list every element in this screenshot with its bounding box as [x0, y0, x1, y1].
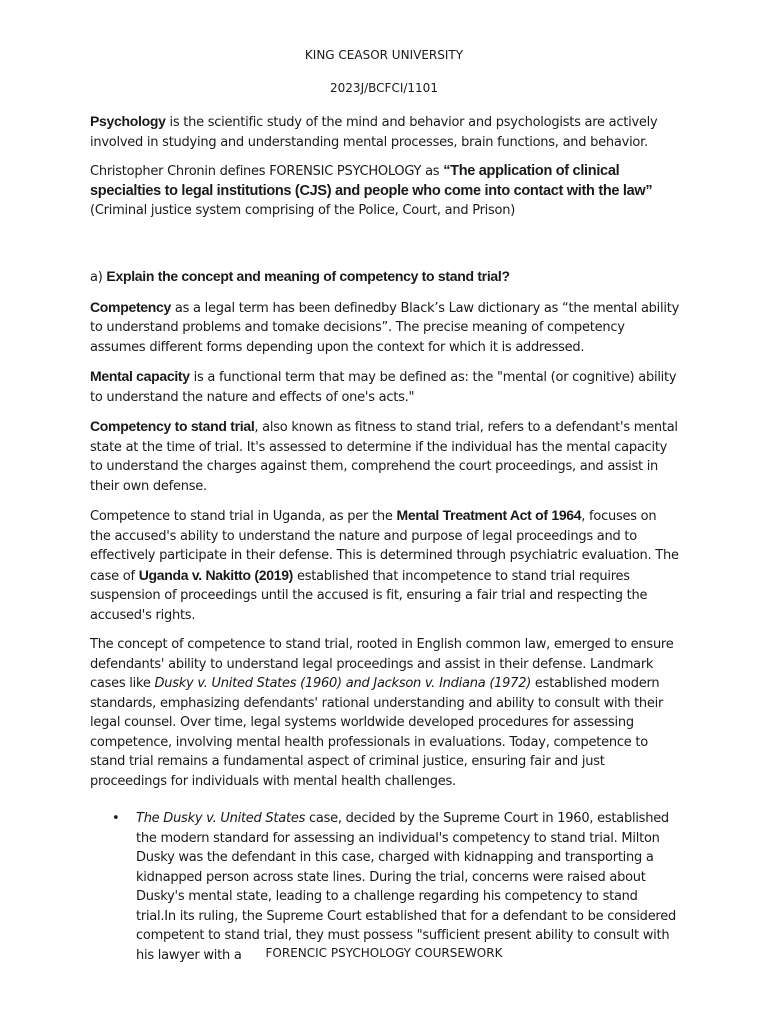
page-footer: FORENCIC PSYCHOLOGY COURSEWORK — [265, 946, 503, 960]
competency-term: Competency — [90, 298, 172, 315]
uganda-tail: established that incompetence to stand trial requires suspension of proceedings until the accused is fit, ensuring a fair trial and respecting the accused's rights. — [90, 568, 648, 623]
main-section — [90, 267, 680, 965]
competency-definition: as a legal term has been definedby Black’s Law dictionary as “the mental ability to understand problems and tomake decisions”. The precise meaning of competency assumes different forms depending upon the context for which it is addressed. — [90, 300, 680, 355]
psychology-term: Psychology — [90, 113, 166, 129]
intro-section — [90, 112, 680, 231]
competency-paragraph — [90, 298, 680, 358]
list-item — [90, 809, 680, 965]
dusky-case-text: case, decided by the Supreme Court in 1960, established the modern standard for assessing an individual's competency to stand trial. Milton Dusky was the defendant in this case, charged with kidnapping and transporting a kidnapped person across state lines. During the trial, concerns were raised about Dusky's mental state, leading to a challenge regarding his competency to stand trial.In its ruling, the Supreme Court established that for a defendant to be considered competent to stand trial, they must possess "sufficient present ability to consult with his lawyer with a — [136, 811, 676, 963]
course-code: 2023J/BCFCI/1101 — [330, 81, 438, 95]
bullet-marker: • — [112, 811, 120, 826]
cst-definition: , also known as fitness to stand trial, refers to a defendant's mental state at the time of trial. It's assessed to determine if the individual has the mental capacity to understand the charges against them, comprehend the court proceedings, and assist in their own defense. — [90, 420, 678, 494]
uganda-act: Mental Treatment Act of 1964 — [396, 507, 582, 523]
forensic-definition-paragraph — [90, 162, 680, 221]
uganda-case: Uganda v. Nakitto (2019) — [138, 566, 294, 583]
cst-paragraph — [90, 417, 680, 496]
forensic-tail: (Criminal justice system comprising of the Police, Court, and Prison) — [90, 203, 516, 218]
history-lead: The concept of competence to stand trial, rooted in English common law, emerged to ensure defendants' ability to understand legal proceedings and assist in their defense. Landmark cases like — [90, 637, 674, 691]
forensic-lead: Christopher Chronin defines FORENSIC PSYCHOLOGY as — [90, 164, 444, 179]
cst-term: Competency to stand trial — [90, 418, 255, 434]
psychology-definition: is the scientific study of the mind and behavior and psychologists are actively involved in studying and understanding mental processes, brain functions, and behavior. — [90, 115, 658, 150]
university-header: KING CEASOR UNIVERSITY — [304, 48, 464, 62]
uganda-lead: Competence to stand trial in Uganda, as per the — [90, 509, 397, 524]
history-paragraph — [90, 635, 680, 791]
question-prefix: a) — [90, 270, 107, 285]
mental-capacity-definition: is a functional term that may be defined as: the "mental (or cognitive) ability to understand the nature and effects of one's acts." — [90, 370, 677, 405]
history-cases: Dusky v. United States (1960) and Jackson v. Indiana (1972) — [154, 676, 532, 691]
psychology-paragraph — [90, 112, 680, 152]
uganda-paragraph — [90, 506, 680, 625]
question-text: Explain the concept and meaning of competency to stand trial? — [106, 268, 510, 284]
dusky-case-title: The Dusky v. United States — [136, 811, 306, 826]
history-tail: established modern standards, emphasizing defendants' rational understanding and ability to consult with their legal counsel. Over time, legal systems worldwide developed procedures for assessing competence, involving mental health professionals in evaluations. Today, competence to stand trial remains a fundamental aspect of criminal justice, ensuring fair and just proceedings for individuals with mental health challenges. — [90, 676, 664, 789]
question-heading — [90, 267, 680, 288]
mental-capacity-term: Mental capacity — [90, 368, 190, 384]
forensic-quote: “The application of clinical specialties to legal institutions (CJS) and people who come into contact with the law” — [90, 163, 653, 199]
mental-capacity-paragraph — [90, 367, 680, 407]
uganda-mid: , focuses on the accused's ability to understand the nature and purpose of legal proceedings and to effectively participate in their defense. This is determined through psychiatric evaluation. The case of — [90, 509, 679, 584]
